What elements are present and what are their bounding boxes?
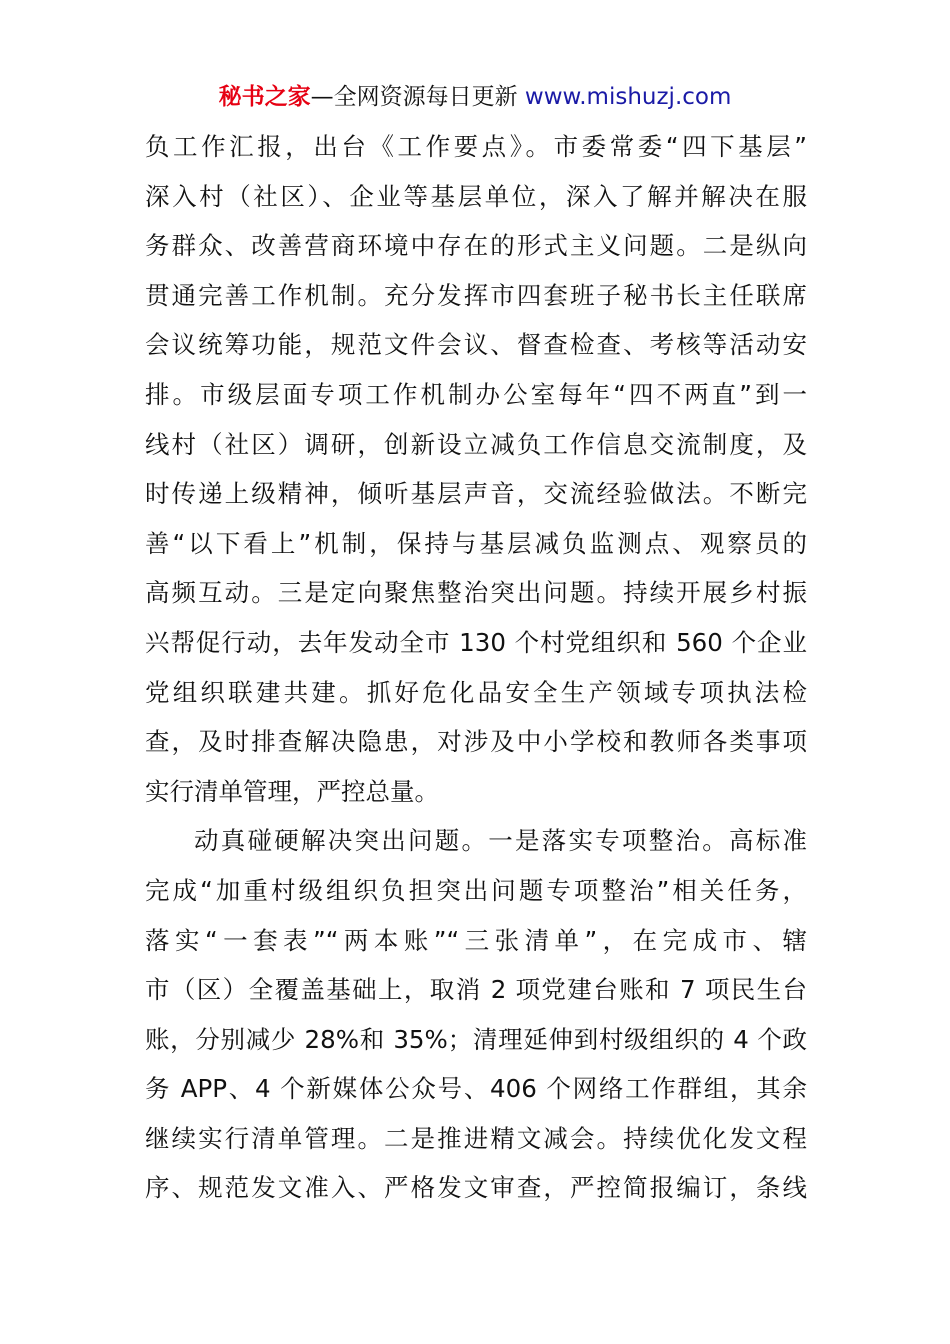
text-line: 序、规范发文准入、严格发文审查，严控简报编订，条线 <box>145 1173 807 1203</box>
text-line: 善“以下看上”机制，保持与基层减负监测点、观察员的 <box>145 528 807 558</box>
site-tagline: —全网资源每日更新 <box>310 84 518 110</box>
text-line: 负工作汇报，出台《工作要点》。市委常委“四下基层” <box>145 132 807 161</box>
text-line: 市（区）全覆盖基础上，取消 2 项党建台账和 7 项民生台 <box>145 975 807 1005</box>
text-line: 继续实行清单管理。二是推进精文减会。持续优化发文程 <box>145 1123 807 1153</box>
document-body <box>145 122 807 1213</box>
text-line: 高频互动。三是定向聚焦整治突出问题。持续开展乡村振 <box>145 578 807 608</box>
text-line: 时传递上级精神，倾听基层声音，交流经验做法。不断完 <box>145 479 807 509</box>
text-line: 账，分别减少 28%和 35%；清理延伸到村级组织的 4 个政 <box>145 1024 807 1054</box>
text-line: 务群众、改善营商环境中存在的形式主义问题。二是纵向 <box>145 231 807 261</box>
text-line: 兴帮促行动，去年发动全市 130 个村党组织和 560 个企业 <box>145 627 807 657</box>
text-line: 务 APP、4 个新媒体公众号、406 个网络工作群组，其余 <box>145 1074 807 1104</box>
text-line: 线村（社区）调研，创新设立减负工作信息交流制度，及 <box>145 429 807 459</box>
text-line: 贯通完善工作机制。充分发挥市四套班子秘书长主任联席 <box>145 280 807 310</box>
text-line: 完成“加重村级组织负担突出问题专项整治”相关任务， <box>145 875 807 905</box>
site-header <box>0 80 950 114</box>
text-line: 会议统筹功能，规范文件会议、督查检查、考核等活动安 <box>145 330 807 360</box>
text-line: 查，及时排查解决隐患，对涉及中小学校和教师各类事项 <box>145 727 807 757</box>
text-line: 党组织联建共建。抓好危化品安全生产领域专项执法检 <box>145 677 807 707</box>
text-line: 落实“一套表”“两本账”“三张清单”，在完成市、辖 <box>145 925 807 955</box>
paragraph-first-line: 动真碰硬解决突出问题。一是落实专项整治。高标准 <box>194 826 807 856</box>
paragraph-last-line: 实行清单管理，严控总量。 <box>145 776 439 806</box>
text-line: 深入村（社区）、企业等基层单位，深入了解并解决在服 <box>145 181 807 211</box>
text-line: 排。市级层面专项工作机制办公室每年“四不两直”到一 <box>145 379 807 409</box>
site-url-link[interactable]: www.mishuzj.com <box>524 84 732 110</box>
site-brand: 秘书之家 <box>218 84 311 110</box>
